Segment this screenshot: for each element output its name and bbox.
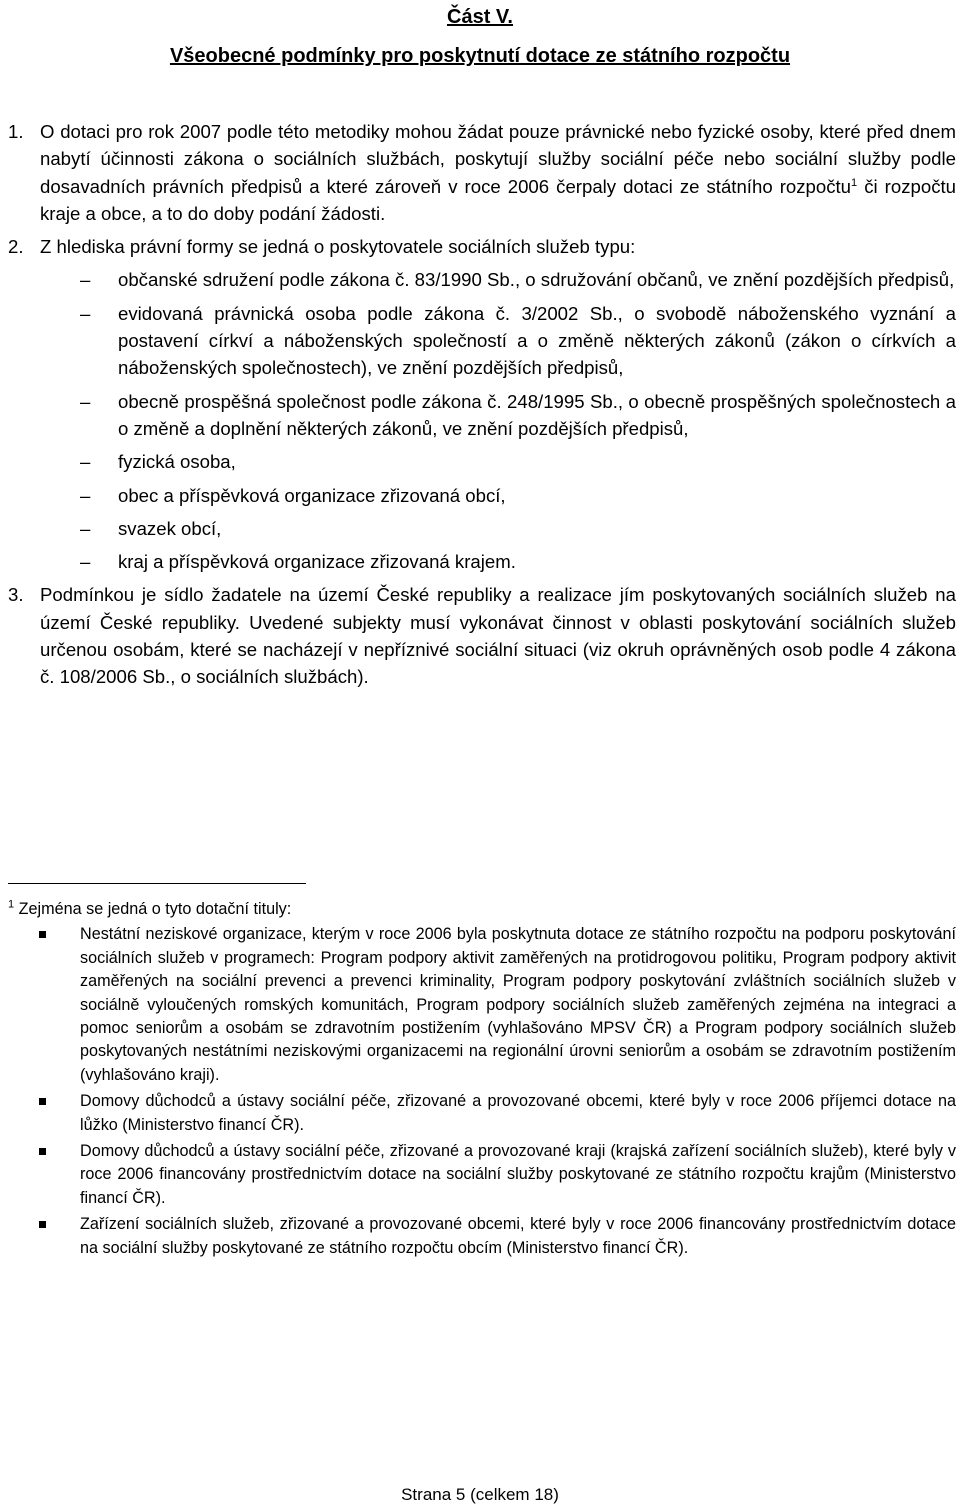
dash-bullet: –: [80, 390, 91, 412]
square-bullet-icon: [39, 1148, 46, 1155]
footnote-mark: 1: [8, 898, 15, 911]
footnote-separator: [8, 883, 306, 884]
list-item: [8, 448, 956, 475]
list-item-text: občanské sdružení podle zákona č. 83/1990 Sb., o sdružování občanů, ve znění pozdějších předpisů,: [118, 269, 955, 291]
list-item-text: evidovaná právnická osoba podle zákona č. 3/2002 Sb., o svobodě náboženského vyznání a postavení církví a náboženských společností a o změně některých zákonů (zákon o církvích a náboženských společnostech), ve znění pozdějších předpisů,: [118, 302, 956, 379]
list-item-text: fyzická osoba,: [118, 451, 236, 473]
part-heading: Část V.: [447, 6, 513, 28]
footnote-list: [8, 923, 956, 1260]
footnote-item-text: Domovy důchodců a ústavy sociální péče, zřizované a provozované obcemi, které byly v roce 2006 příjemci dotace na lůžko (Ministerstvo financí ČR).: [80, 1092, 956, 1134]
square-bullet-icon: [39, 1098, 46, 1105]
list-item: [8, 482, 956, 509]
footnote-item-text: Nestátní neziskové organizace, kterým v roce 2006 byla poskytnuta dotace ze státního rozpočtu na podporu poskytování sociálních služeb v programech: Program podpory aktivit zaměřených na protidrogovou politiku, Program podpory aktivit zaměřených na sociální prevenci a prevenci kriminality, Program podpory poskytování zvláštních sociálních služeb v sociálně vyloučených romských komunitách, Program podpory sociálních služeb zaměřených zejména na integraci a pomoc seniorům a osobám se zdravotním postižením (vyhlašováno MPSV ČR) a Program podpory sociálních služeb poskytovaných nestátními neziskovými organizacemi na regionální úrovni seniorům a osobám se zdravotním postižením (vyhlašováno kraji).: [80, 925, 956, 1084]
footnote-intro: [8, 898, 956, 921]
footnote-item-text: Domovy důchodců a ústavy sociální péče, zřizované a provozované kraji (krajská zařízení sociálních služeb), které byly v roce 2006 financovány prostřednictvím dotace na sociální služby poskytované ze státního rozpočtu krajům (Ministerstvo financí ČR).: [80, 1142, 956, 1207]
paragraph-1: [8, 118, 956, 227]
square-bullet-icon: [39, 931, 46, 938]
square-bullet-icon: [39, 1221, 46, 1228]
footnote-item: [8, 1140, 956, 1210]
footnote-item: [8, 1213, 956, 1260]
page-number: Strana 5 (celkem 18): [401, 1485, 559, 1504]
dash-bullet: –: [80, 551, 91, 573]
dash-bullet: –: [80, 451, 91, 473]
section-title: Všeobecné podmínky pro poskytnutí dotace ze státního rozpočtu: [169, 45, 791, 67]
paragraph-3: [8, 581, 956, 690]
footnote-intro-text: Zejména se jedná o tyto dotační tituly:: [14, 900, 292, 918]
list-item: [8, 300, 956, 382]
list-item-text: kraj a příspěvková organizace zřizovaná krajem.: [118, 551, 516, 573]
footnote-item: [8, 1090, 956, 1137]
list-item-text: obecně prospěšná společnost podle zákona č. 248/1995 Sb., o obecně prospěšných společnostech a o změně a doplnění některých zákonů, ve znění pozdějších předpisů,: [118, 390, 956, 439]
list-item: [8, 548, 956, 575]
list-item: [8, 388, 956, 443]
list-item-text: svazek obcí,: [118, 517, 222, 539]
paragraph-number: 2.: [8, 236, 24, 258]
paragraph-text: O dotaci pro rok 2007 podle této metodiky mohou žádat pouze právnické nebo fyzické osoby, které před dnem nabytí účinnosti zákona o sociálních službách, poskytují služby sociální péče nebo sociální služby podle dosavadních právních předpisů a které zároveň v roce 2006 čerpaly dotaci ze státního rozpočtu: [40, 121, 956, 197]
list-item: [8, 515, 956, 542]
list-item: [8, 266, 956, 293]
dash-bullet: –: [80, 484, 91, 506]
footnote-block: [8, 898, 956, 1263]
paragraph-text: Z hlediska právní formy se jedná o poskytovatele sociálních služeb typu:: [40, 236, 636, 258]
paragraph-2: [8, 233, 956, 260]
paragraph-number: 1.: [8, 121, 24, 142]
footnote-item-text: Zařízení sociálních služeb, zřizované a provozované obcemi, které byly v roce 2006 financovány prostřednictvím dotace na sociální služby poskytované ze státního rozpočtu obcím (Ministerstvo financí ČR).: [80, 1215, 956, 1257]
paragraph-text: Podmínkou je sídlo žadatele na území České republiky a realizace jím poskytovaných sociálních služeb na území České republiky. Uvedené subjekty musí vykonávat činnost v oblasti poskytování sociálních služeb určenou osobám, které se nacházejí v nepříznivé sociální situaci (viz okruh oprávněných osob podle 4 zákona č. 108/2006 Sb., o sociálních službách).: [40, 584, 956, 688]
legal-form-list: [8, 266, 956, 575]
paragraph-number: 3.: [8, 584, 24, 606]
footnote-reference[interactable]: 1: [851, 176, 858, 189]
dash-bullet: –: [80, 302, 91, 324]
dash-bullet: –: [80, 517, 91, 539]
footnote-item: [8, 923, 956, 1087]
dash-bullet: –: [80, 269, 91, 291]
main-body: [8, 118, 956, 697]
list-item-text: obec a příspěvková organizace zřizovaná obcí,: [118, 484, 506, 506]
paragraph-text-cont: či rozpočtu kraje a obce, a to do doby podání žádosti.: [40, 175, 956, 224]
